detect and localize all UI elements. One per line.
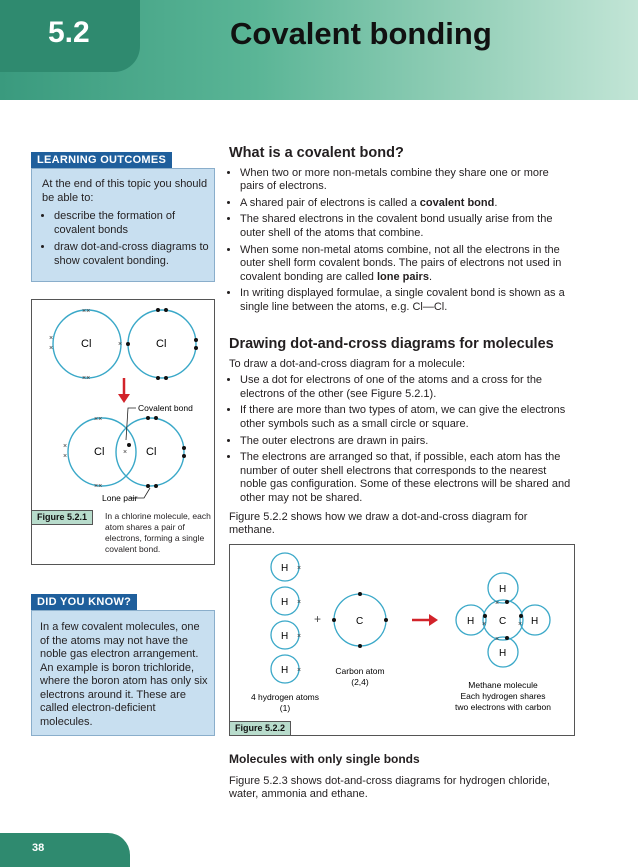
svg-text:×: × [49,335,54,342]
svg-text:×: × [118,341,123,348]
learning-outcomes-label: LEARNING OUTCOMES [31,152,172,168]
atom-symbol: H [467,616,475,627]
atom-symbol: H [499,584,507,595]
svg-text:×: × [518,621,523,628]
bullet-item: • In writing displayed formulae, a single covalent bond is shown as a single line between the atoms, e.g. Cl—Cl. [240,287,574,314]
figure-5-2-1-label: Figure 5.2.1 [31,510,93,525]
page-title: Covalent bonding [230,16,492,51]
methane-diagram [230,545,574,735]
header-banner [0,0,638,100]
methane-caption: Each hydrogen shares [460,691,546,701]
svg-text:×: × [482,621,487,628]
term-covalent-bond: covalent bond [419,196,495,209]
section-text: Figure 5.2.3 shows dot-and-cross diagrams for hydrogen chloride, water, ammonia and ethane. [229,774,550,801]
did-you-know-text: In a few covalent molecules, one of the atoms may not have the noble gas electron arrangement. An example is boron trichloride, where the boron atom has only six electrons around it. These are called electron-deficient molecules. [40,621,208,728]
methane-caption: Methane molecule [468,680,538,690]
learning-outcomes-box [31,168,215,282]
svg-text:×: × [123,449,128,456]
figure-5-2-2 [229,544,575,736]
section-intro: To draw a dot-and-cross diagram for a molecule: [229,357,465,370]
atom-symbol: Cl [146,446,157,458]
topic-number: 5.2 [48,16,90,49]
atom-symbol: H [281,665,289,676]
atom-symbol: C [499,616,507,627]
svg-text:×: × [63,443,68,450]
bullet-item: • The outer electrons are drawn in pairs. [240,435,574,449]
page-footer-tab [0,833,130,867]
atom-symbol: Cl [81,338,92,350]
figure-5-2-2-label: Figure 5.2.2 [229,721,291,736]
methane-caption: two electrons with carbon [455,702,551,712]
bullet-item: • Use a dot for electrons of one of the atoms and a cross for the electrons of the other (see Figure 5.2.1). [240,374,574,401]
bullet-item: • If there are more than two types of atom, we can give the electrons other symbols such as a small circle or square. [240,404,574,431]
section-dot-and-cross [229,338,574,538]
bullet-item: • When some non-metal atoms combine, not all the electrons in the outer shell form covalent bonds. The pairs of electrons not used in covalent bonding are called lone pairs. [240,244,574,285]
svg-text:×: × [297,565,302,572]
carbon-caption-number: (2,4) [351,677,369,687]
atom-symbol: H [499,648,507,659]
atom-symbol: Cl [94,446,105,458]
did-you-know-label: DID YOU KNOW? [31,594,137,610]
svg-text:××: ×× [82,308,91,315]
bullet-item: • The shared electrons in the covalent bond usually arise from the outer shell of the atoms that combine. [240,213,574,240]
section-heading: What is a covalent bond? [229,145,404,161]
carbon-caption: Carbon atom [335,666,385,676]
reaction-arrow-head [429,614,438,626]
svg-text:×: × [495,636,500,643]
chlorine-diagram [32,300,214,510]
term-lone-pairs: lone pairs [376,270,429,283]
page-number: 38 [32,842,45,854]
section-what-is-covalent-bond [229,147,574,318]
svg-text:×: × [49,345,54,352]
svg-text:×: × [297,667,302,674]
section-heading: Drawing dot-and-cross diagrams for molecules [229,336,554,352]
atom-symbol: H [281,563,289,574]
figure-5-2-1-caption: In a chlorine molecule, each atom shares a pair of electrons, forming a single covalent bond. [105,511,211,554]
atom-symbol: Cl [156,338,167,350]
reaction-arrow-head [118,394,130,403]
bullet-item: • A shared pair of electrons is called a covalent bond. [240,197,574,211]
learning-outcomes-intro: At the end of this topic you should be able to: [42,178,208,204]
svg-text:×: × [63,453,68,460]
section-single-bonds [229,753,574,802]
svg-text:××: ×× [94,416,103,423]
atom-symbol: H [531,616,539,627]
atom-symbol: C [356,616,364,627]
hydrogen-caption-number: (1) [279,703,291,713]
learning-outcome-item: • describe the formation of covalent bonds [54,209,210,237]
electron-crosses [297,565,301,674]
svg-text:××: ×× [94,483,103,490]
did-you-know-box [31,610,215,736]
svg-text:××: ×× [82,375,91,382]
section-outro: Figure 5.2.2 shows how we draw a dot-and-cross diagram for methane. [229,510,528,537]
section-heading: Molecules with only single bonds [229,752,420,766]
atom-symbol: H [281,597,289,608]
plus-sign: + [314,612,322,626]
hydrogen-caption: 4 hydrogen atoms [250,692,320,702]
bullet-item: • The electrons are arranged so that, if possible, each atom has the number of outer shell electrons that corresponds to the nearest noble gas configuration. Some of these electrons will be shared and other may not be shared. [240,451,574,505]
svg-text:×: × [297,633,302,640]
learning-outcome-item: • draw dot-and-cross diagrams to show covalent bonding. [54,240,210,268]
svg-text:×: × [495,600,500,607]
covalent-bond-label: Covalent bond [138,403,193,413]
topic-number-tab [0,0,140,72]
atom-symbol: H [281,631,289,642]
bullet-item: • When two or more non-metals combine they share one or more pairs of electrons. [240,167,574,194]
lone-pair-label: Lone pair [102,493,138,503]
svg-text:×: × [297,599,302,606]
